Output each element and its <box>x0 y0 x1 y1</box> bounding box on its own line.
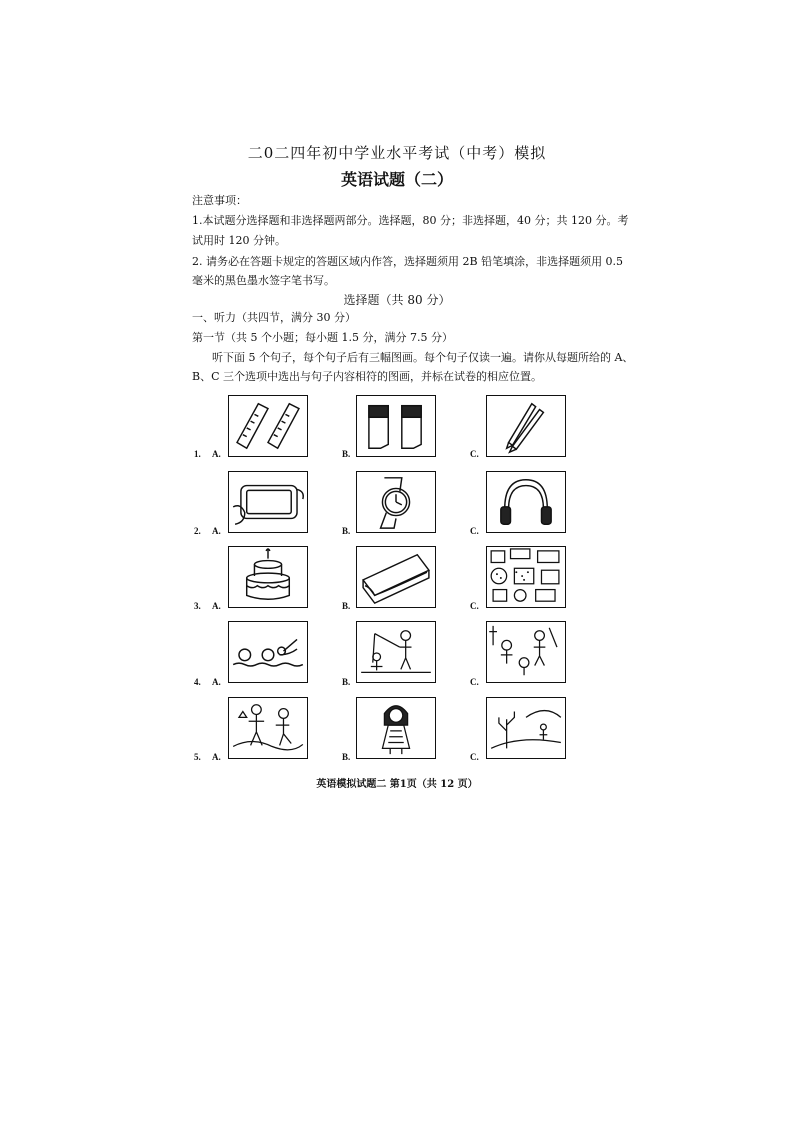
notice-heading: 注意事项： <box>192 194 247 207</box>
notice-line-2b: 毫米的黑色墨水签字笔书写。 <box>192 274 335 287</box>
option-letter: B. <box>342 449 351 459</box>
desert-icon[interactable] <box>486 697 566 759</box>
option-letter: B. <box>342 752 351 762</box>
option-letter: C. <box>470 449 479 459</box>
sandwich-icon[interactable] <box>356 546 436 608</box>
instruction-line-a: 听下面 5 个句子，每个句子后有三幅图画。每个句子仅读一遍。请你从每题所给的 A、 <box>212 351 634 364</box>
headphones-icon[interactable] <box>486 471 566 533</box>
option-letter: B. <box>342 526 351 536</box>
fishing-icon[interactable] <box>356 621 436 683</box>
notice-line-1b: 试用时 120 分钟。 <box>192 234 286 247</box>
option-letter: A. <box>212 449 221 459</box>
option-letter: C. <box>470 526 479 536</box>
swimming-icon[interactable] <box>228 621 308 683</box>
notice-line-2a: 2. 请务必在答题卡规定的答题区域内作答，选择题须用 2B 铅笔填涂，非选择题须用 0.5 <box>192 255 624 268</box>
tablet-icon[interactable] <box>228 471 308 533</box>
instruction-line-b: B、C 三个选项中选出与句子内容相符的图画，并标在试卷的相应位置。 <box>192 370 542 383</box>
option-letter: A. <box>212 677 221 687</box>
exam-title: 二0二四年初中学业水平考试（中考）模拟 <box>247 144 547 162</box>
notice-line-1a: 1.本试题分选择题和非选择题两部分。选择题，80 分；非选择题，40 分；共 120 分。考 <box>192 214 629 227</box>
question-number: 2. <box>194 526 201 536</box>
question-number: 5. <box>194 752 201 762</box>
question-number: 1. <box>194 449 201 459</box>
subpart-heading: 第一节（共 5 个小题；每小题 1.5 分，满分 7.5 分） <box>192 331 453 344</box>
girl-icon[interactable] <box>356 697 436 759</box>
pencils-icon[interactable] <box>486 395 566 457</box>
cookies-icon[interactable] <box>486 546 566 608</box>
cake-icon[interactable] <box>228 546 308 608</box>
section-title: 选择题（共 80 分） <box>343 293 451 307</box>
page-footer: 英语模拟试题二 第1页（共 12 页） <box>316 779 478 790</box>
option-letter: B. <box>342 601 351 611</box>
camping-icon[interactable] <box>486 621 566 683</box>
option-letter: C. <box>470 601 479 611</box>
rulers-icon[interactable] <box>228 395 308 457</box>
option-letter: A. <box>212 526 221 536</box>
erasers-icon[interactable] <box>356 395 436 457</box>
watch-icon[interactable] <box>356 471 436 533</box>
part-heading: 一、听力（共四节，满分 30 分） <box>192 311 356 324</box>
option-letter: C. <box>470 752 479 762</box>
question-number: 4. <box>194 677 201 687</box>
option-letter: A. <box>212 601 221 611</box>
option-letter: C. <box>470 677 479 687</box>
question-number: 3. <box>194 601 201 611</box>
exam-subtitle: 英语试题（二） <box>340 170 453 189</box>
option-letter: A. <box>212 752 221 762</box>
option-letter: B. <box>342 677 351 687</box>
hiking-icon[interactable] <box>228 697 308 759</box>
